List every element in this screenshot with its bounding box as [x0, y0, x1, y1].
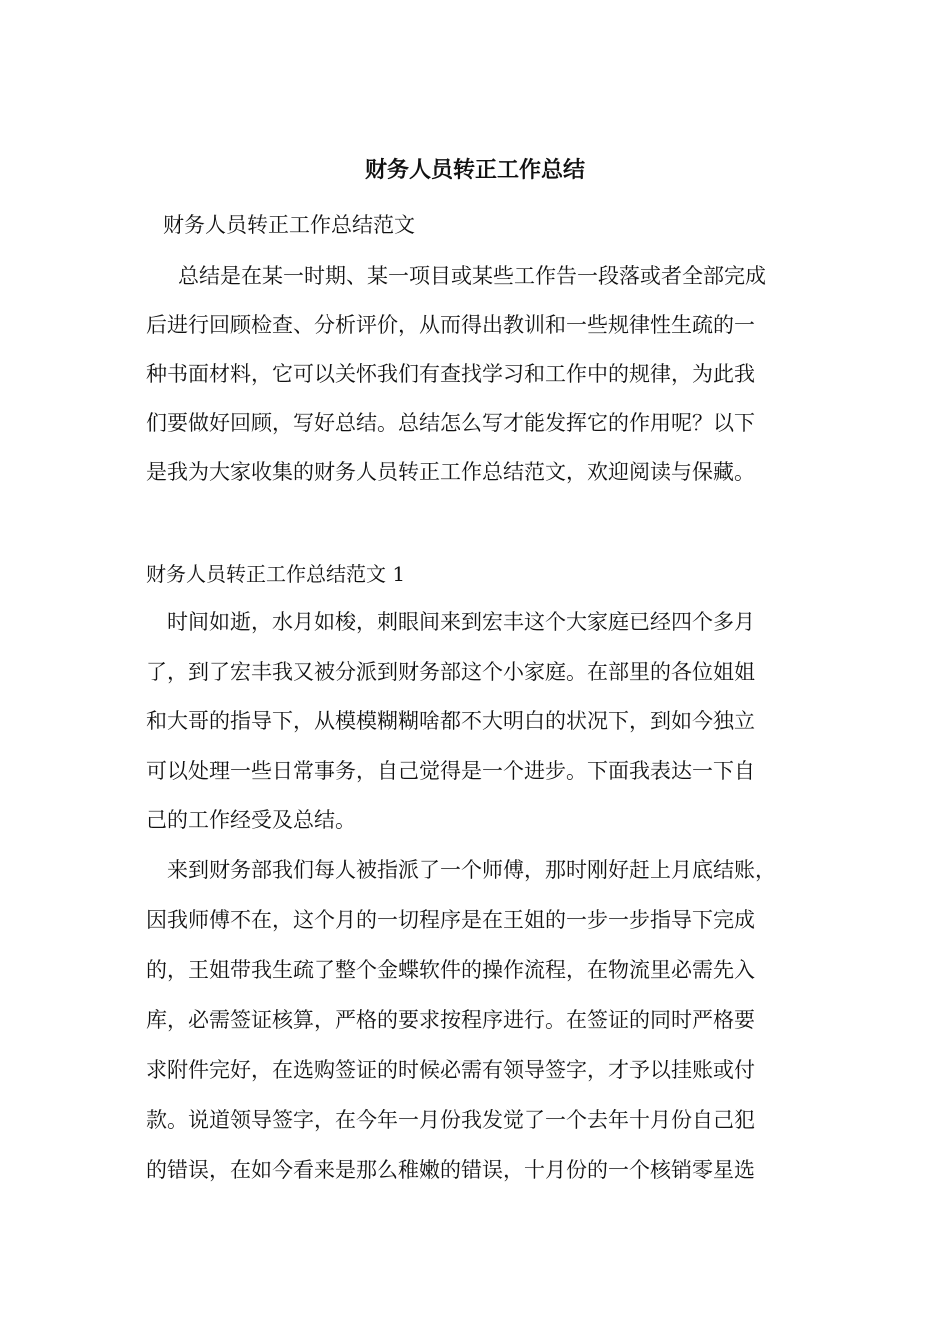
document-subtitle: 财务人员转正工作总结范文 [163, 213, 415, 237]
paragraph1-line: 和大哥的指导下，从模模糊糊啥都不大明白的状况下，到如今独立 [146, 709, 755, 733]
intro-line: 总结是在某一时期、某一项目或某些工作告一段落或者全部完成 [178, 264, 766, 288]
paragraph2-line: 库，必需签证核算，严格的要求按程序进行。在签证的同时严格要 [146, 1008, 755, 1032]
paragraph2-line: 来到财务部我们每人被指派了一个师傅，那时刚好赶上月底结账， [167, 858, 776, 882]
paragraph1-line: 己的工作经受及总结。 [146, 808, 356, 832]
intro-line: 们要做好回顾，写好总结。总结怎么写才能发挥它的作用呢？以下 [146, 411, 755, 435]
paragraph1-line: 了，到了宏丰我又被分派到财务部这个小家庭。在部里的各位姐姐 [146, 660, 755, 684]
paragraph2-line: 因我师傅不在，这个月的一切程序是在王姐的一步一步指导下完成 [146, 908, 755, 932]
intro-line: 是我为大家收集的财务人员转正工作总结范文，欢迎阅读与保藏。 [146, 460, 755, 484]
document-title: 财务人员转正工作总结 [364, 157, 585, 183]
intro-line: 后进行回顾检查、分析评价，从而得出教训和一些规律性生疏的一 [146, 313, 755, 337]
section-heading: 财务人员转正工作总结范文 1 [146, 562, 406, 586]
paragraph2-line: 的，王姐带我生疏了整个金蝶软件的操作流程，在物流里必需先入 [146, 958, 755, 982]
intro-line: 种书面材料，它可以关怀我们有查找学习和工作中的规律，为此我 [146, 362, 755, 386]
paragraph2-line: 款。说道领导签字，在今年一月份我发觉了一个去年十月份自己犯 [146, 1108, 755, 1132]
paragraph1-line: 时间如逝，水月如梭，刺眼间来到宏丰这个大家庭已经四个多月 [167, 610, 755, 634]
paragraph1-line: 可以处理一些日常事务，自己觉得是一个进步。下面我表达一下自 [146, 759, 755, 783]
paragraph2-line: 的错误，在如今看来是那么稚嫩的错误，十月份的一个核销零星选 [146, 1158, 755, 1182]
paragraph2-line: 求附件完好，在选购签证的时候必需有领导签字，才予以挂账或付 [146, 1058, 755, 1082]
